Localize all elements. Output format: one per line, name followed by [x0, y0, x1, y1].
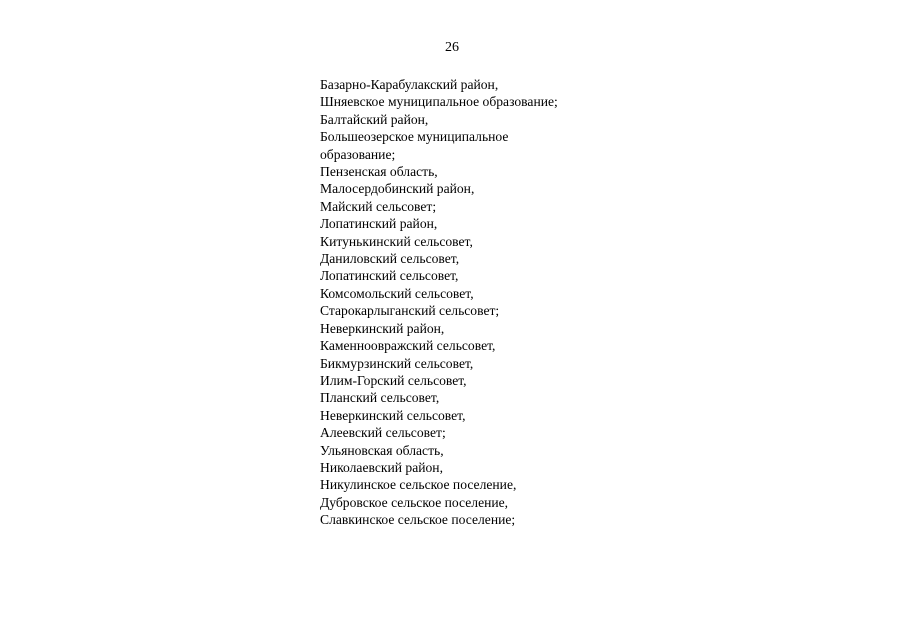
- text-line: Никулинское сельское поселение,: [320, 477, 517, 493]
- text-line: Бикмурзинский сельсовет,: [320, 355, 474, 371]
- text-line: Илим-Горский сельсовет,: [320, 372, 467, 388]
- text-line: Большеозерское муниципальное: [320, 129, 509, 145]
- text-line: Николаевский район,: [320, 459, 443, 475]
- text-line: Комсомольский сельсовет,: [320, 285, 474, 301]
- text-line: Китунькинский сельсовет,: [320, 233, 473, 249]
- text-line: Планский сельсовет,: [320, 390, 440, 406]
- text-line: Славкинское сельское поселение;: [320, 512, 516, 528]
- text-line: Балтайский район,: [320, 111, 429, 127]
- page-number: 26: [445, 40, 459, 55]
- text-line: Каменноовражский сельсовет,: [320, 338, 496, 354]
- document-body: [320, 76, 558, 529]
- text-line: Ульяновская область,: [320, 442, 444, 458]
- text-line: Майский сельсовет;: [320, 198, 437, 214]
- text-line: Малосердобинский район,: [320, 181, 475, 197]
- text-line: Лопатинский район,: [320, 216, 438, 232]
- text-line: Даниловский сельсовет,: [320, 251, 460, 267]
- text-line: Лопатинский сельсовет,: [320, 268, 459, 284]
- text-line: Неверкинский район,: [320, 320, 445, 336]
- text-line: Неверкинский сельсовет,: [320, 407, 466, 423]
- text-line: Старокарлыганский сельсовет;: [320, 303, 500, 319]
- text-line: Алеевский сельсовет;: [320, 425, 446, 441]
- text-line: Дубровское сельское поселение,: [320, 494, 509, 510]
- text-line: Пензенская область,: [320, 164, 438, 180]
- text-line: Базарно-Карабулакский район,: [320, 77, 499, 92]
- text-line: образование;: [320, 146, 396, 162]
- text-line: Шняевское муниципальное образование;: [320, 94, 558, 110]
